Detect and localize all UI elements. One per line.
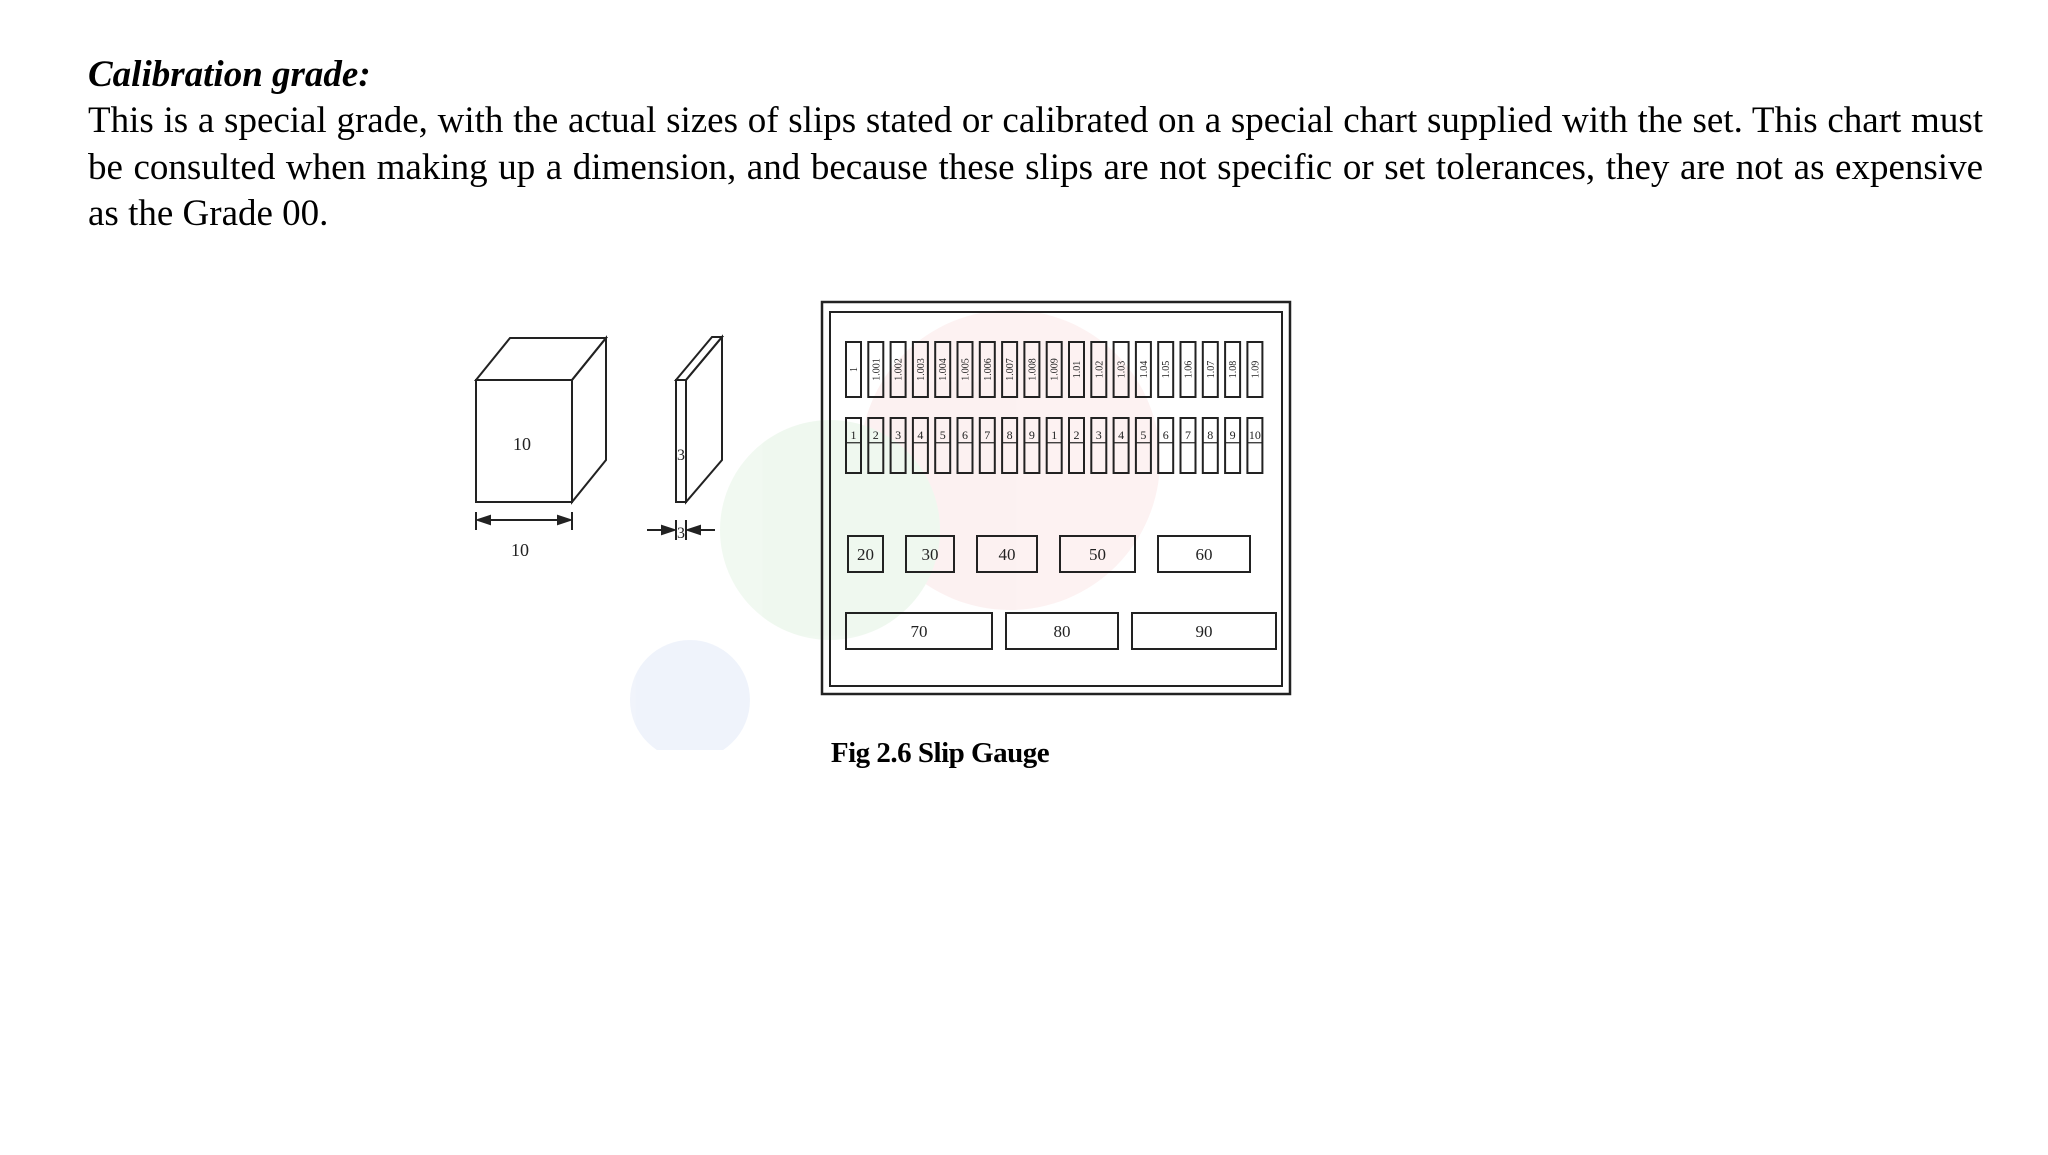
slip-label: 2 <box>872 427 879 442</box>
slip-label: 1.04 <box>1138 360 1150 379</box>
slip-label: 9 <box>1229 427 1236 442</box>
slip-label: 4 <box>917 427 924 442</box>
slip-label: 1.003 <box>915 358 927 381</box>
slip-label: 7 <box>984 427 991 442</box>
slip-label: 20 <box>857 545 874 564</box>
slip-label: 1 <box>850 427 857 442</box>
slip-label: 1.005 <box>960 358 972 381</box>
slip-gauge-drawing <box>450 290 1390 750</box>
slip-label: 1.05 <box>1161 360 1173 379</box>
slip-label: 7 <box>1185 427 1191 442</box>
block-face-label: 10 <box>513 434 531 454</box>
slip-cell <box>1158 418 1173 473</box>
text-block <box>88 52 1983 238</box>
slip-label: 1.03 <box>1116 360 1128 379</box>
slip-face-label: 3 <box>677 447 685 464</box>
slip-label: 9 <box>1028 427 1035 442</box>
block-dim-arrow-left <box>478 516 490 524</box>
slip-label: 5 <box>939 427 946 442</box>
slip-label: 80 <box>1053 622 1071 641</box>
watermark-blob-blue <box>630 640 750 750</box>
slip-cell <box>1203 418 1218 473</box>
block-side-face <box>572 338 606 502</box>
slip-label: 1.008 <box>1027 358 1039 381</box>
slip-label: 1.007 <box>1005 358 1017 381</box>
slip-label: 1 <box>849 367 860 372</box>
slip-label: 8 <box>1207 427 1214 442</box>
slip-label: 1 <box>1051 427 1058 442</box>
slip-label: 4 <box>1118 427 1125 442</box>
block-top-face <box>476 338 606 380</box>
section-heading: Calibration grade: <box>88 54 371 95</box>
slip-dim-arrow-right <box>688 526 700 534</box>
block-width-label: 10 <box>511 540 529 560</box>
slip-dim-arrow-left <box>662 526 674 534</box>
slip-label: 1.02 <box>1094 360 1106 379</box>
slip-cell <box>1181 418 1196 473</box>
slip-label: 1.006 <box>982 358 994 381</box>
slip-cell <box>1225 418 1240 473</box>
body-paragraph: This is a special grade, with the actual sizes of slips stated or calibrated on a special chart supplied with the set. This chart must be consulted when making up a dimension, and because these slips are not specific or set tolerances, they are not as expensive as the Grade 00. <box>88 100 1983 234</box>
slip-label: 8 <box>1006 427 1013 442</box>
slip-label: 1.08 <box>1228 360 1240 379</box>
slip-label: 60 <box>1195 545 1213 564</box>
slip-cell <box>1247 418 1262 473</box>
slip-label: 6 <box>1162 427 1169 442</box>
slip-label: 6 <box>962 427 968 442</box>
slip-label: 1.09 <box>1250 360 1262 379</box>
slip-label: 30 <box>921 545 939 564</box>
slip-label: 10 <box>1248 427 1261 442</box>
slip-label: 1.002 <box>893 358 905 381</box>
slip-label: 2 <box>1073 427 1080 442</box>
thin-slip <box>647 337 722 540</box>
slip-gauge-figure <box>450 290 1390 850</box>
slip-label: 1.009 <box>1049 358 1061 381</box>
gauge-block <box>476 338 606 530</box>
slip-label: 3 <box>895 427 902 442</box>
slip-label: 40 <box>998 545 1016 564</box>
slip-label: 1.004 <box>938 358 950 381</box>
block-dim-arrow-right <box>558 516 570 524</box>
slip-label: 3 <box>1095 427 1102 442</box>
slip-label: 90 <box>1195 622 1213 641</box>
slip-label: 50 <box>1089 545 1106 564</box>
case-row-4 <box>846 613 1276 649</box>
slip-front-face <box>676 380 686 502</box>
slip-label: 1.07 <box>1205 360 1217 379</box>
slip-width-label: 3 <box>677 525 685 542</box>
slip-top-face <box>676 337 722 380</box>
slip-label: 70 <box>910 622 928 641</box>
slip-label: 5 <box>1140 427 1147 442</box>
slip-label: 1.01 <box>1072 360 1083 379</box>
slip-label: 1.06 <box>1183 360 1195 379</box>
slip-label: 1.001 <box>871 358 883 381</box>
figure-caption: Fig 2.6 Slip Gauge <box>830 737 1050 769</box>
